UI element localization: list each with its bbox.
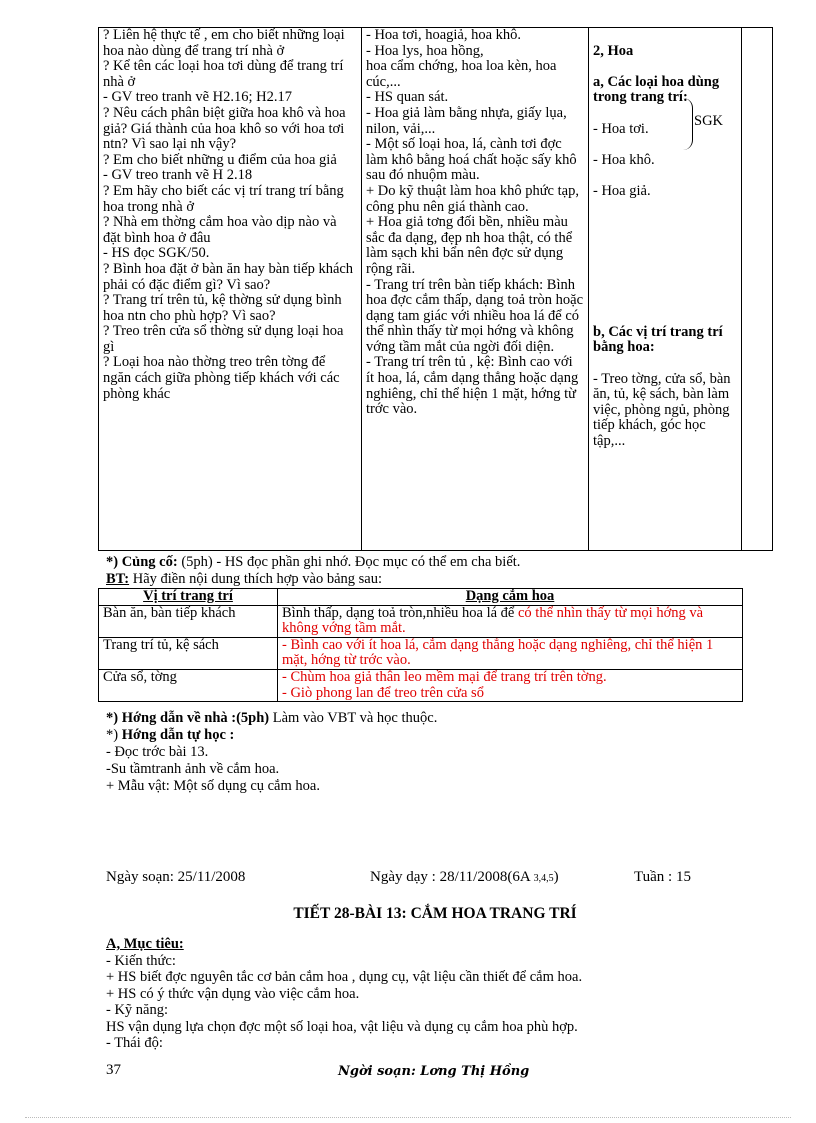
consolidation-label: *) Củng cố:: [106, 554, 178, 570]
objectives: [106, 936, 582, 1052]
sgk-label: SGK: [694, 114, 724, 129]
week-number: Tuần : 15: [634, 869, 691, 885]
lesson-table: [98, 27, 773, 551]
self-study-item: + Mẫu vật: Một số dụng cụ cắm hoa.: [106, 778, 320, 794]
style-text: Bình thấp, dạng toả tròn,nhiều hoa lá để: [282, 604, 518, 621]
brace-shape: [680, 98, 693, 150]
exercise-text: Hãy điền nội dung thích hợp vào bảng sau:: [132, 571, 383, 587]
table-row: [99, 637, 743, 669]
self-study-label: Hớng dẫn tự học :: [121, 727, 235, 743]
homework-label: *) Hớng dẫn về nhà :(5ph): [106, 710, 270, 726]
exercise-label: BT:: [106, 571, 130, 587]
flower-type-item: - Hoa khô.: [593, 151, 655, 168]
page-number: 37: [106, 1062, 121, 1078]
section-heading: 2, Hoa: [593, 42, 634, 59]
sub-heading-a: a, Các loại hoa dùng trong trang trí:: [593, 73, 720, 106]
homework: [106, 710, 437, 727]
header-style: Dạng cắm hoa: [278, 589, 743, 606]
flower-type-item: - Hoa tơi.: [593, 120, 649, 137]
teach-date: Ngày dạy : 28/11/2008(6A 3,4,5): [370, 869, 559, 885]
consolidation: [106, 554, 520, 571]
exercise-line: [106, 571, 382, 588]
table-row: [99, 669, 743, 701]
objective-line: HS vận dụng lựa chọn đợc một số loại hoa, vật liệu và dụng cụ cắm hoa phù hợp.: [106, 1018, 578, 1035]
homework-text: Làm vào VBT và học thuộc.: [269, 710, 438, 726]
teacher-questions: ? Liên hệ thực tế , em cho biết những loại hoa nào dùng để trang trí nhà ở ? Kể tên các loại hoa tơi dùng để trang trí nhà ở - GV treo tranh vẽ H2.16; H2.17 ? Nêu cách phân biệt giữa hoa khô và hoa giả? Giá thành của hoa khô so với hoa tơi ntn? Vì sao lại nh vậy? ? Em cho biết những u điểm của hoa giả - GV treo tranh vẽ H 2.18 ? Em hãy cho biết các vị trí trang trí bằng hoa trong nhà ở ? Nhà em thờng cắm hoa vào dịp nào và đặt bình hoa ở đâu - HS đọc SGK/50. ? Bình hoa đặt ở bàn ăn hay bàn tiếp khách phải có đặc điểm gì? Vì sao? ? Trang trí trên tủ, kệ thờng sử dụng bình hoa ntn cho phù hợp? Vì sao? ? Treo trên cửa sổ thờng sử dụng loại hoa gì ? Loại hoa nào thờng treo trên tờng để ngăn cách giữa phòng tiếp khách với các phòng khác: [103, 28, 354, 402]
position-cell: Cửa sổ, tờng: [99, 669, 278, 701]
style-answer: - Bình cao với ít hoa lá, cắm dạng thẳng hoặc dạng nghiêng, chỉ thể hiện 1 mặt, hớng từ trớc vào.: [282, 636, 714, 669]
style-cell: [278, 605, 743, 637]
consolidation-text: - HS đọc phần ghi nhớ. Đọc mục có thể em cha biết.: [216, 554, 521, 570]
self-study: *) Hớng dẫn tự học : - Đọc trớc bài 13. -Su tầmtranh ảnh về cắm hoa. + Mẫu vật: Một số dụng cụ cắm hoa.: [106, 727, 320, 794]
prep-date: Ngày soạn: 25/11/2008: [106, 869, 246, 885]
style-answer: - Chùm hoa giả thân leo mềm mại để trang trí trên tờng. - Giò phong lan để treo trên cửa sổ: [282, 668, 607, 701]
sub-heading-b: b, Các vị trí trang trí bằng hoa:: [593, 323, 723, 356]
student-answers: - Hoa tơi, hoagiả, hoa khô. - Hoa lys, hoa hồng, hoa cẩm chớng, hoa loa kèn, hoa cúc,... - HS quan sát. - Hoa giả làm bằng nhựa, giấy lụa, nilon, vải,... - Một số loại hoa, lá, cành tơi đợc làm khô bằng hoá chất hoặc sấy khô sau đó nhuộm màu. + Do kỹ thuật làm hoa khô phức tạp, công phu nên giá thành cao. + Hoa giả tơng đối bền, nhiều màu sắc đa dạng, đẹp nh hoa thật, có thể làm sạch khi bẩn nên đợc sử dụng rộng rãi. - Trang trí trên bàn tiếp khách: Bình hoa đợc cắm thấp, dạng toả tròn hoặc dạng tam giác với nhiều hoa lá để có thể nhìn thấy từ mọi hớng và không vớng tầm mắt của ngời đối diện. - Trang trí trên tủ , kệ: Bình cao với ít hoa, lá, cắm dạng thẳng hoặc dạng nghiêng, chỉ thể hiện 1 mặt, hớng từ trớc vào.: [366, 28, 584, 418]
objective-line: - Kiến thức:: [106, 952, 176, 969]
style-cell: [278, 669, 743, 701]
position-cell: Trang trí tủ, kệ sách: [99, 637, 278, 669]
page-title: TIẾT 28-BÀI 13: CẮM HOA TRANG TRÍ: [293, 905, 577, 922]
style-cell: [278, 637, 743, 669]
page-edge-divider: [25, 1117, 791, 1118]
student-activity-cell: [362, 28, 589, 551]
teacher-activity-cell: [99, 28, 362, 551]
self-study-item: -Su tầmtranh ảnh về cắm hoa.: [106, 761, 280, 777]
placement-list: - Treo tờng, cửa sổ, bàn ăn, tủ, kệ sách, bàn làm việc, phòng ngủ, phòng tiếp khách, góc học tập,...: [593, 370, 731, 449]
header-position: Vị trí trang trí: [99, 589, 278, 606]
objectives-heading: A, Mục tiêu:: [106, 936, 184, 952]
objective-line: - Kỹ năng:: [106, 1002, 169, 1018]
author-signature: Ngời soạn: Lơng Thị Hồng: [338, 1064, 530, 1079]
objective-line: + HS có ý thức vận dụng vào việc cắm hoa.: [106, 985, 360, 1002]
objective-line: + HS biết đợc nguyên tắc cơ bản cắm hoa , dụng cụ, vật liệu cần thiết để cắm hoa.: [106, 969, 583, 985]
flower-type-item: - Hoa giả.: [593, 182, 651, 199]
notes-cell: [742, 28, 773, 551]
table-row: [99, 605, 743, 637]
class-list: 3,4,5: [533, 873, 554, 884]
style-answer: có thể nhìn thấy từ mọi hớng và không vớng tầm mắt.: [282, 604, 704, 637]
exercise-table: [98, 588, 743, 702]
consolidation-time: (5ph): [181, 554, 213, 570]
objective-line: - Thái độ:: [106, 1035, 163, 1051]
content-cell: [589, 28, 742, 551]
position-cell: Bàn ăn, bàn tiếp khách: [99, 605, 278, 637]
self-study-item: - Đọc trớc bài 13.: [106, 744, 209, 760]
